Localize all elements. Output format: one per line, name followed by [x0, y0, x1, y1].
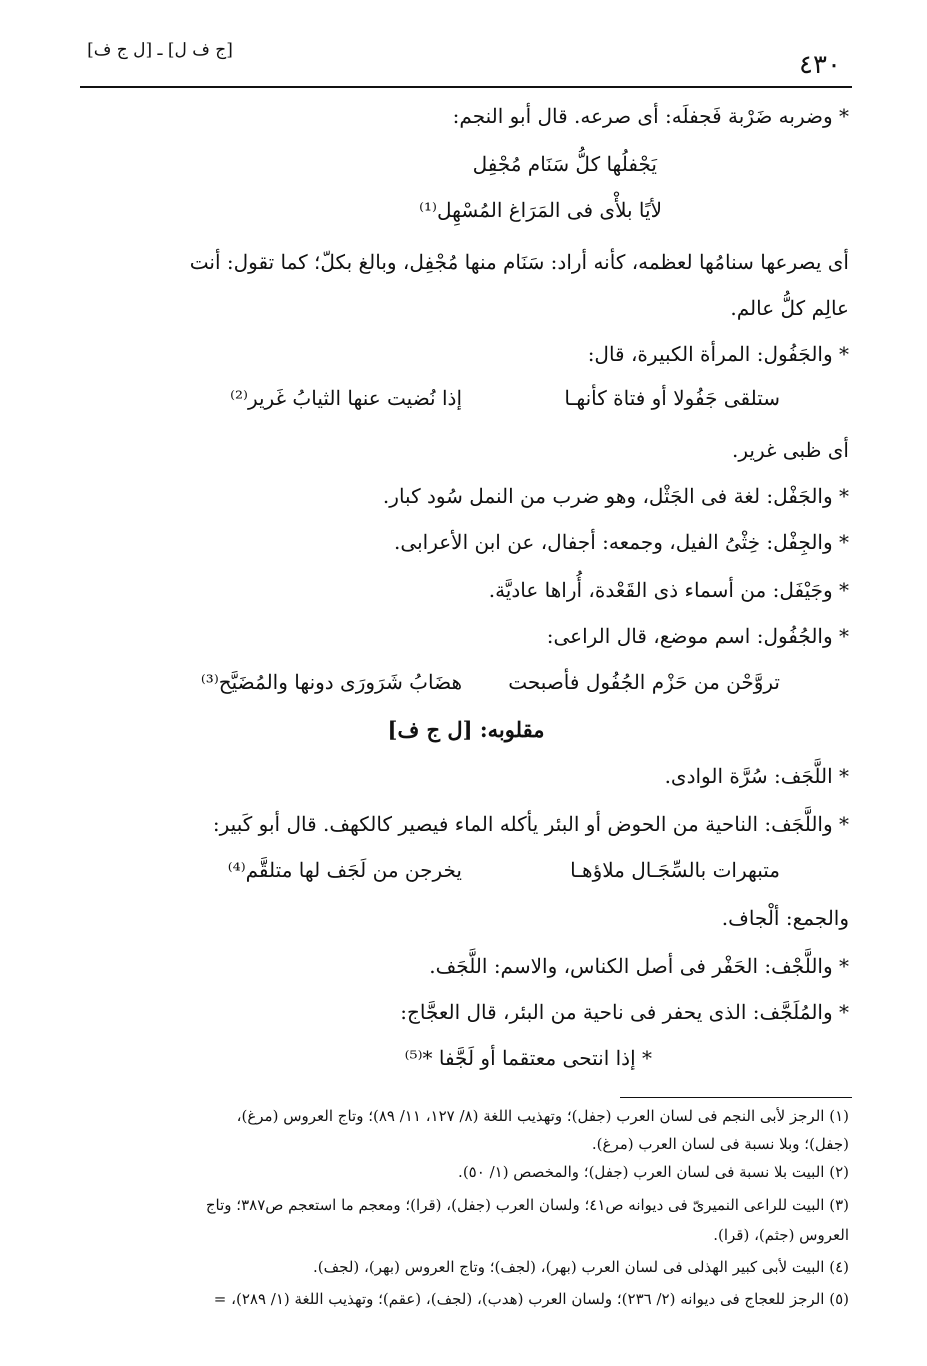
header-rule [80, 86, 852, 88]
verse-hemistich-right-1: ستلقى جَفُولا أو فتاة كأنهـا [564, 386, 780, 410]
footnote-3: (٣) البيت للراعى النميرىّ فى ديوانه ص٤١؛ ولسان العرب (جفل)، (قرا)؛ ومعجم ما استعجم ص٣٨٧؛ وتاج [205, 1196, 849, 1214]
page-number: ٤٣٠ [799, 50, 841, 80]
entry-line-3: عالِم كلُّ عالم. [730, 296, 849, 320]
footnote-3-cont: العروس (جثم)، (قرا). [713, 1226, 849, 1244]
entry-line-2: أى يصرعها سنامُها لعظمه، كأنه أراد: سَنَام منها مُجْفِل، وبالغ بكلّ؛ كما تقول: أنت [189, 250, 849, 274]
entry-line-10: * اللَّجَف: سُرَّة الوادى. [664, 764, 849, 788]
verse-line-1: يَجْفلُها كلُّ سَنَام مُجْفِل [472, 152, 657, 176]
entry-line-1: * وضربه ضَرْبة فَجفلَه: أى صرعه. قال أبو النجم: [452, 104, 849, 128]
entry-line-14: * والمُلَجَّف: الذى يحفر فى ناحية من البئر، قال العجَّاج: [400, 1000, 849, 1024]
entry-line-9: * والجُفُول: اسم موضع، قال الراعى: [546, 624, 849, 648]
footnote-5: (٥) الرجز للعجاج فى ديوانه (٢/ ٢٣٦)؛ ولسان العرب (هدب)، (لجف)، (عقم)؛ وتهذيب اللغة (١/ ٢٨٩)، = [213, 1290, 849, 1308]
entry-line-13: * واللَّجْف: الحَفْر فى أصل الكناس، والاسم: اللَّجَف. [429, 954, 849, 978]
footnote-2: (٢) البيت بلا نسبة فى لسان العرب (جفل)؛ والمخصص (١/ ٥٠). [458, 1163, 849, 1181]
entry-line-5: أى ظبى غرير. [731, 438, 849, 462]
entry-line-6: * والجَفْل: لغة فى الجَثْل، وهو ضرب من النمل سُود كبار. [382, 484, 849, 508]
footnote-1-cont: (جفل)؛ وبلا نسبة فى لسان العرب (مرغ). [591, 1135, 849, 1153]
entry-line-12: والجمع: ألْجاف. [721, 906, 849, 930]
running-head: [ج ف ل] ـ [ل ج ف] [87, 40, 233, 60]
verse-line-3: * إذا انتحى معتقما أو لَجَّفا *⁽⁵⁾ [404, 1046, 652, 1070]
verse-line-2: لأيًا بلأْى فى المَرَاغ المُسْهِل⁽¹⁾ [419, 198, 662, 222]
section-heading: مقلوبه: [ل ج ف] [387, 717, 545, 742]
verse-hemistich-left-1: إذا نُضيت عنها الثيابُ غَرير⁽²⁾ [230, 386, 462, 410]
footnote-1: (١) الرجز لأبى النجم فى لسان العرب (جفل)؛ وتهذيب اللغة (٨/ ١٢٧، ١١/ ٨٩)؛ وتاج العروس (مرغ)، [236, 1107, 849, 1125]
footnote-rule [620, 1097, 852, 1098]
entry-line-4: * والجَفُول: المرأة الكبيرة، قال: [587, 342, 849, 366]
verse-hemistich-left-3: يخرجن من لَجَف لها متلقَّم⁽⁴⁾ [227, 858, 462, 882]
entry-line-8: * وجَيْفَل: من أسماء ذى القَعْدة، أُراها عاديَّة. [488, 578, 849, 602]
verse-hemistich-right-2: تروَّحْن من حَزْم الجُفُول فأصبحت [508, 670, 780, 694]
footnote-4: (٤) البيت لأبى كبير الهذلى فى لسان العرب (بهر)، (لجف)؛ وتاج العروس (بهر)، (لجف). [313, 1258, 849, 1276]
verse-hemistich-right-3: متبهرات بالسِّجَـال ملاؤهـا [570, 858, 780, 882]
entry-line-11: * واللَّجَف: الناحية من الحوض أو البئر يأكله الماء فيصير كالكهف. قال أبو كَبير: [212, 812, 849, 836]
verse-hemistich-left-2: هضَابُ شَرَورَى دونها والمُضَيَّح⁽³⁾ [200, 670, 462, 694]
entry-line-7: * والجِفْل: خِثْىُ الفيل، وجمعه: أجفال، عن ابن الأعرابى. [394, 530, 849, 554]
